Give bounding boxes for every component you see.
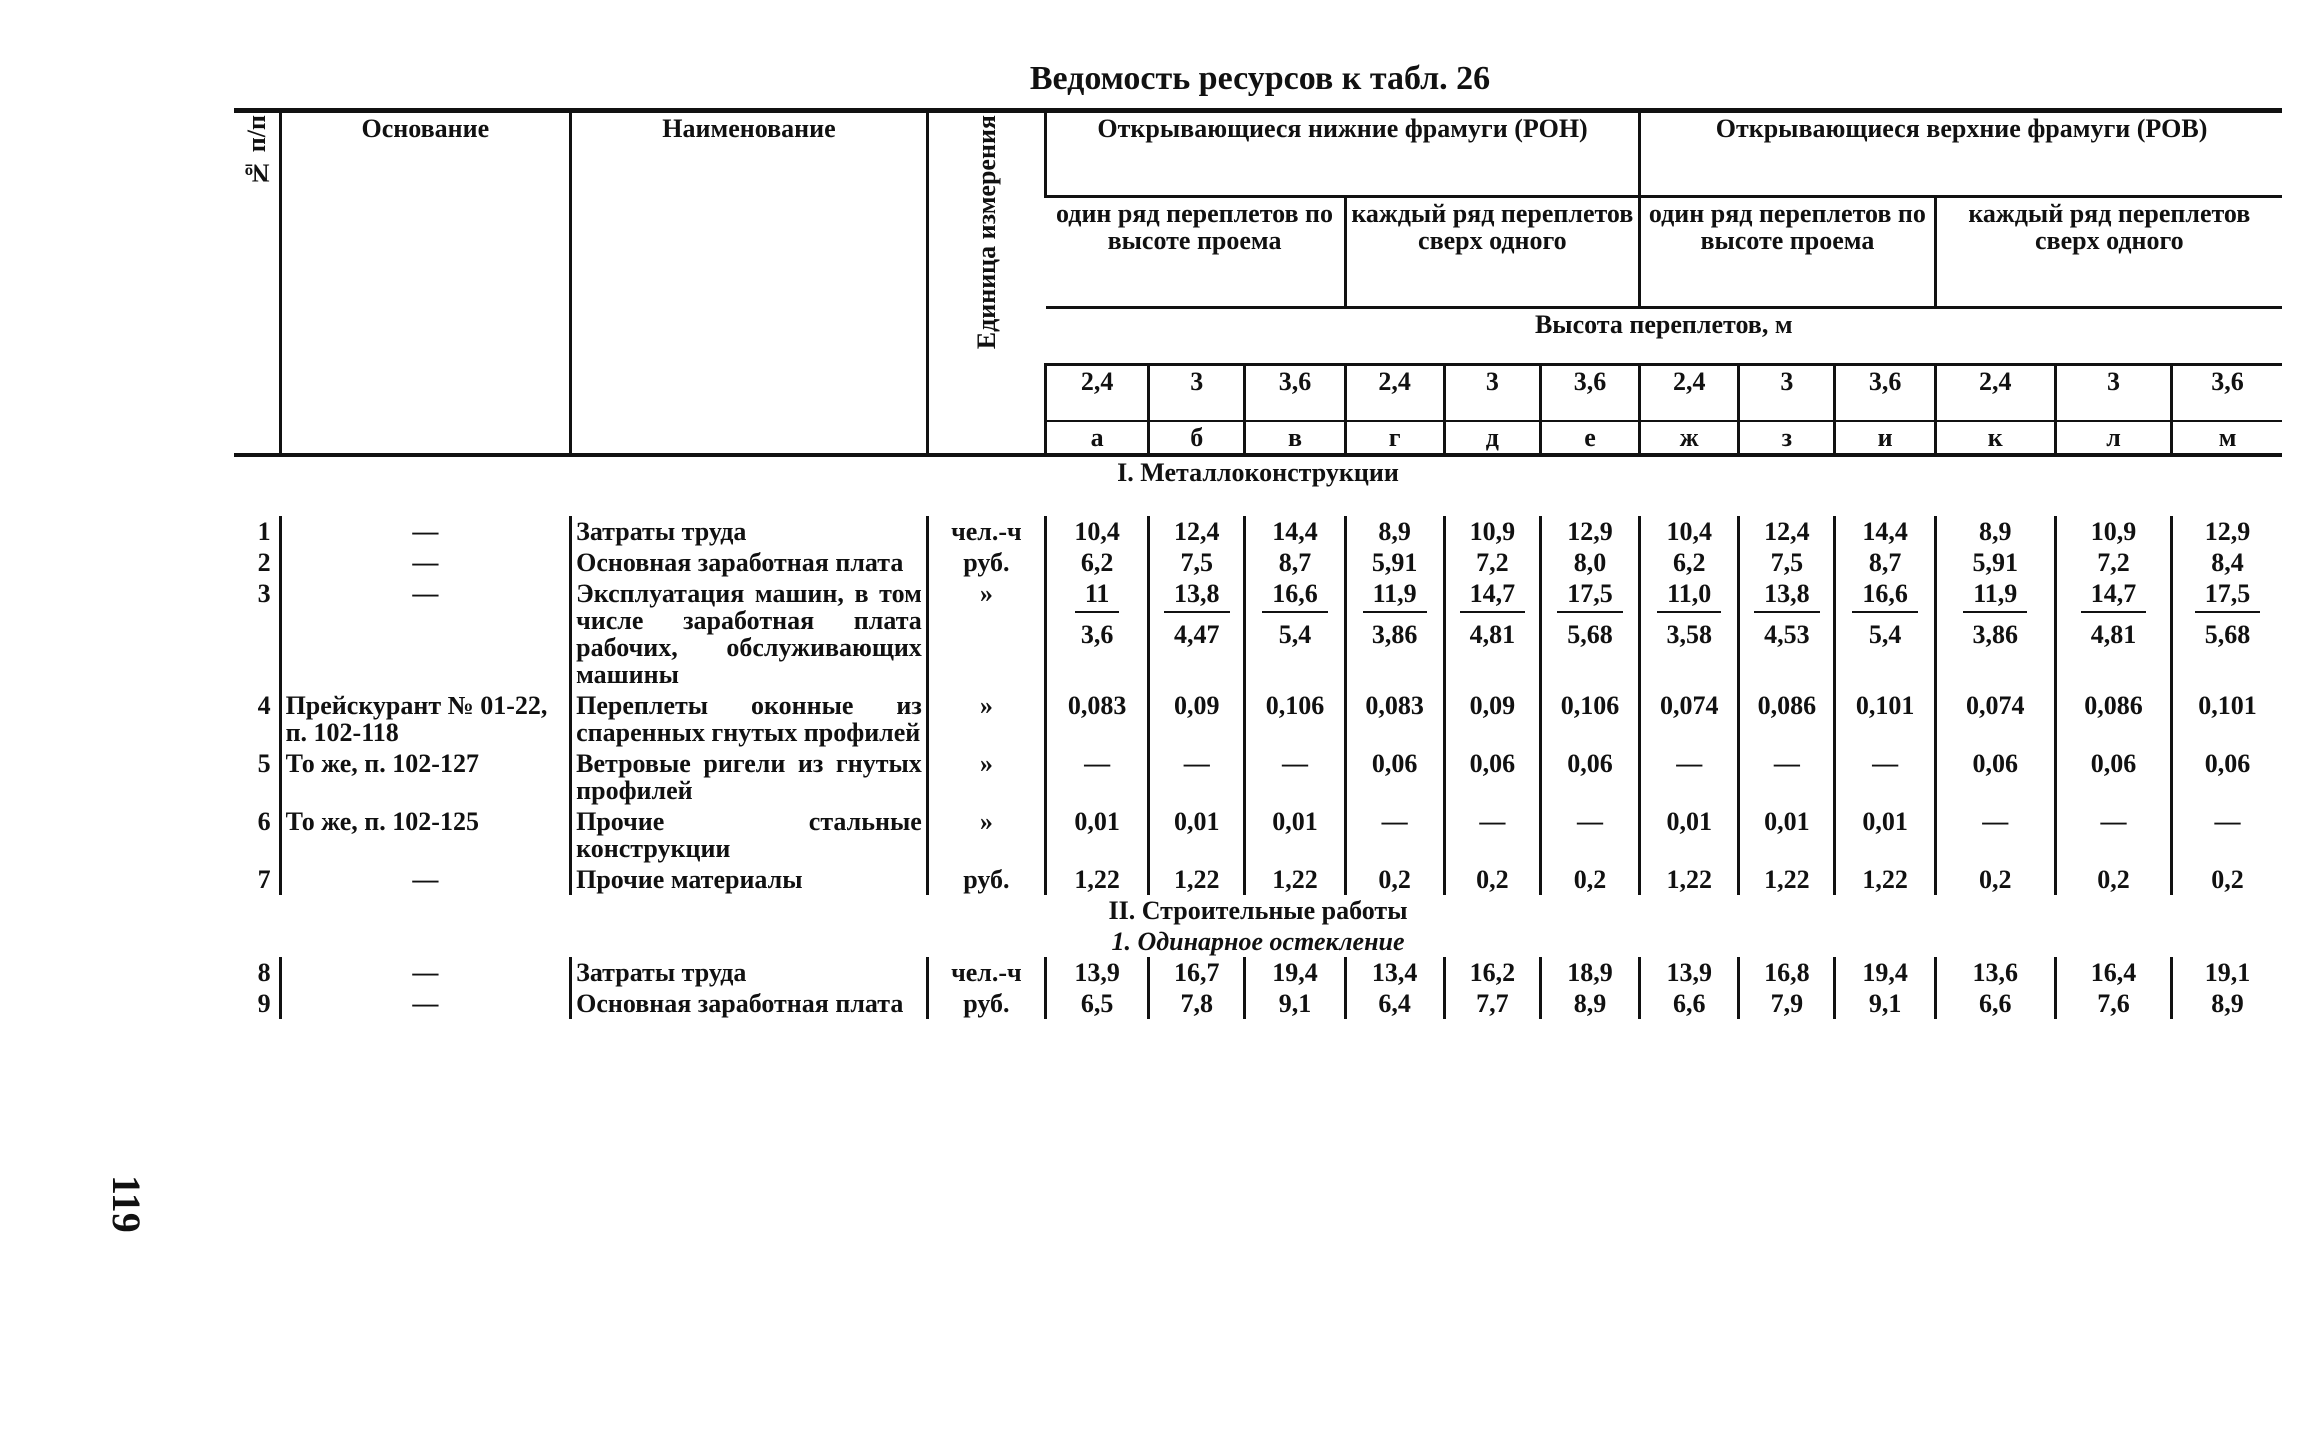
value-cell: 19,4 xyxy=(1835,957,1935,988)
fraction-value xyxy=(1075,580,1120,648)
row-basis: — xyxy=(280,516,571,547)
value-cell: — xyxy=(1245,748,1345,806)
value-cell: — xyxy=(1444,806,1540,864)
value-cell: 10,9 xyxy=(2055,516,2171,547)
value-cell: 0,06 xyxy=(2055,748,2171,806)
value-cell: 0,09 xyxy=(1149,690,1245,748)
value-cell: 0,01 xyxy=(1245,806,1345,864)
value-cell: 16,7 xyxy=(1149,957,1245,988)
fraction-value xyxy=(1657,580,1721,648)
numerator: 14,7 xyxy=(2081,580,2147,613)
col-num-header: № п/п xyxy=(234,111,280,456)
row-unit: чел.-ч xyxy=(927,957,1045,988)
numerator: 17,5 xyxy=(1557,580,1623,613)
table-row xyxy=(234,516,2282,547)
value-cell: 12,4 xyxy=(1149,516,1245,547)
value-cell: 6,6 xyxy=(1640,988,1739,1019)
value-cell: 1,22 xyxy=(1149,864,1245,895)
value-cell: 0,101 xyxy=(1835,690,1935,748)
row-number: 2 xyxy=(257,548,271,577)
value-cell: — xyxy=(1345,806,1444,864)
value-cell: 1,22 xyxy=(1739,864,1835,895)
row-basis: — xyxy=(280,957,571,988)
section-header: I. Металлоконструкции xyxy=(234,455,2282,516)
value-cell: 1,22 xyxy=(1245,864,1345,895)
value-cell: 6,4 xyxy=(1345,988,1444,1019)
value-cell: — xyxy=(2055,806,2171,864)
value-cell: 13,6 xyxy=(1935,957,2055,988)
row-unit: » xyxy=(927,690,1045,748)
value-cell xyxy=(1540,578,1639,690)
numerator: 17,5 xyxy=(2195,580,2261,613)
value-cell: — xyxy=(1835,748,1935,806)
value-cell: 6,5 xyxy=(1046,988,1149,1019)
value-cell: 8,4 xyxy=(2172,547,2282,578)
value-cell: 16,4 xyxy=(2055,957,2171,988)
value-cell: 12,9 xyxy=(2172,516,2282,547)
row-number: 6 xyxy=(257,807,271,836)
row-basis: — xyxy=(280,547,571,578)
value-cell: 0,06 xyxy=(1935,748,2055,806)
value-cell: 5,91 xyxy=(1935,547,2055,578)
numerator: 11,9 xyxy=(1963,580,2027,613)
value-cell xyxy=(1149,578,1245,690)
row-unit: руб. xyxy=(927,547,1045,578)
value-cell: 14,4 xyxy=(1835,516,1935,547)
group-upper-header: Открывающиеся верхние фрамуги (РОВ) xyxy=(1640,111,2282,197)
row-number: 9 xyxy=(257,989,271,1018)
value-cell: — xyxy=(1046,748,1149,806)
value-cell: 1,22 xyxy=(1835,864,1935,895)
row-name: Ветровые ригели из гнутых профилей xyxy=(571,748,928,806)
height-cell: 3 xyxy=(1739,365,1835,422)
row-basis: Прейскурант № 01-22, п. 102-118 xyxy=(280,690,571,748)
value-cell: 5,91 xyxy=(1345,547,1444,578)
denominator: 5,4 xyxy=(1868,620,1902,649)
row-basis: — xyxy=(280,578,571,690)
value-cell: 7,9 xyxy=(1739,988,1835,1019)
value-cell: 0,074 xyxy=(1935,690,2055,748)
value-cell: 0,2 xyxy=(1444,864,1540,895)
value-cell: 18,9 xyxy=(1540,957,1639,988)
row-name: Эксплуатация машин, в том числе заработная плата рабочих, обслуживающих машины xyxy=(571,578,928,690)
denominator: 5,4 xyxy=(1278,620,1312,649)
numerator: 14,7 xyxy=(1460,580,1526,613)
table-row xyxy=(234,748,2282,806)
value-cell xyxy=(1739,578,1835,690)
row-number: 3 xyxy=(257,579,271,608)
letter-cell: л xyxy=(2055,421,2171,455)
col-unit-header: Единица измерения xyxy=(927,111,1045,456)
height-cell: 3,6 xyxy=(1835,365,1935,422)
value-cell xyxy=(1245,578,1345,690)
table-row xyxy=(234,988,2282,1019)
row-basis: — xyxy=(280,864,571,895)
letter-cell: б xyxy=(1149,421,1245,455)
value-cell: 6,2 xyxy=(1640,547,1739,578)
height-cell: 2,4 xyxy=(1640,365,1739,422)
value-cell: 0,01 xyxy=(1739,806,1835,864)
value-cell: 13,9 xyxy=(1640,957,1739,988)
row-name: Прочие материалы xyxy=(571,864,928,895)
value-cell: 0,01 xyxy=(1046,806,1149,864)
value-cell: 0,086 xyxy=(2055,690,2171,748)
sub-each-lower: каждый ряд переплетов сверх одного xyxy=(1345,197,1640,308)
value-cell: 12,9 xyxy=(1540,516,1639,547)
height-cell: 3 xyxy=(1444,365,1540,422)
letter-cell: и xyxy=(1835,421,1935,455)
value-cell: 7,8 xyxy=(1149,988,1245,1019)
value-cell: 8,9 xyxy=(1345,516,1444,547)
letter-cell: в xyxy=(1245,421,1345,455)
row-unit: чел.-ч xyxy=(927,516,1045,547)
denominator: 3,58 xyxy=(1666,620,1712,649)
sub-one-upper: один ряд переплетов по высоте проема xyxy=(1640,197,1936,308)
value-cell: 10,4 xyxy=(1046,516,1149,547)
sub-each-upper: каждый ряд переплетов сверх одного xyxy=(1935,197,2282,308)
value-cell: — xyxy=(1739,748,1835,806)
numerator: 13,8 xyxy=(1164,580,1230,613)
numerator: 11,9 xyxy=(1363,580,1427,613)
row-name: Основная заработная плата xyxy=(571,988,928,1019)
value-cell: 7,2 xyxy=(1444,547,1540,578)
table-row xyxy=(234,578,2282,690)
row-basis: То же, п. 102-125 xyxy=(280,806,571,864)
table-row xyxy=(234,864,2282,895)
value-cell: 0,01 xyxy=(1835,806,1935,864)
fraction-value xyxy=(1852,580,1918,648)
letter-cell: м xyxy=(2172,421,2282,455)
row-name: Прочие стальные конструкции xyxy=(571,806,928,864)
row-number: 7 xyxy=(257,865,271,894)
row-number: 5 xyxy=(257,749,271,778)
value-cell: 0,2 xyxy=(1540,864,1639,895)
value-cell: — xyxy=(1935,806,2055,864)
value-cell xyxy=(1935,578,2055,690)
value-cell: 0,09 xyxy=(1444,690,1540,748)
letter-cell: г xyxy=(1345,421,1444,455)
table-row xyxy=(234,547,2282,578)
row-number: 8 xyxy=(257,958,271,987)
fraction-value xyxy=(2081,580,2147,648)
row-basis: То же, п. 102-127 xyxy=(280,748,571,806)
value-cell: 0,01 xyxy=(1640,806,1739,864)
value-cell: 0,01 xyxy=(1149,806,1245,864)
numerator: 11 xyxy=(1075,580,1120,613)
value-cell: 0,06 xyxy=(2172,748,2282,806)
value-cell: 0,083 xyxy=(1345,690,1444,748)
fraction-value xyxy=(1754,580,1820,648)
height-cell: 3,6 xyxy=(1540,365,1639,422)
row-unit: » xyxy=(927,748,1045,806)
value-cell: 19,4 xyxy=(1245,957,1345,988)
row-unit: » xyxy=(927,806,1045,864)
value-cell: 0,06 xyxy=(1444,748,1540,806)
fraction-value xyxy=(1164,580,1230,648)
section-header: II. Строительные работы xyxy=(1108,896,1408,925)
table-row xyxy=(234,806,2282,864)
col-basis-header: Основание xyxy=(280,111,571,456)
value-cell: 0,086 xyxy=(1739,690,1835,748)
denominator: 4,81 xyxy=(2090,620,2137,649)
value-cell: 16,2 xyxy=(1444,957,1540,988)
numerator: 13,8 xyxy=(1754,580,1820,613)
value-cell: 7,2 xyxy=(2055,547,2171,578)
row-number: 1 xyxy=(257,517,271,546)
denominator: 4,53 xyxy=(1764,620,1810,649)
row-name: Затраты труда xyxy=(571,957,928,988)
value-cell: 0,2 xyxy=(2172,864,2282,895)
letter-cell: з xyxy=(1739,421,1835,455)
value-cell: 14,4 xyxy=(1245,516,1345,547)
subsection-header: 1. Одинарное остекление xyxy=(1111,927,1405,956)
value-cell: 6,6 xyxy=(1935,988,2055,1019)
value-cell xyxy=(1046,578,1149,690)
table-row xyxy=(234,957,2282,988)
denominator: 4,47 xyxy=(1174,620,1220,649)
row-unit: » xyxy=(927,578,1045,690)
height-cell: 3 xyxy=(2055,365,2171,422)
group-lower-header: Открывающиеся нижние фрамуги (РОН) xyxy=(1046,111,1640,197)
numerator: 16,6 xyxy=(1852,580,1918,613)
value-cell: — xyxy=(1149,748,1245,806)
value-cell: — xyxy=(1640,748,1739,806)
value-cell: 1,22 xyxy=(1046,864,1149,895)
value-cell: 0,2 xyxy=(1935,864,2055,895)
value-cell: 8,9 xyxy=(2172,988,2282,1019)
value-cell: 7,5 xyxy=(1149,547,1245,578)
fraction-value xyxy=(1262,580,1328,648)
denominator: 3,86 xyxy=(1972,620,2019,649)
height-cell: 2,4 xyxy=(1935,365,2055,422)
value-cell: 16,8 xyxy=(1739,957,1835,988)
row-name: Затраты труда xyxy=(571,516,928,547)
value-cell xyxy=(1640,578,1739,690)
denominator: 5,68 xyxy=(2204,620,2251,649)
value-cell: 0,106 xyxy=(1245,690,1345,748)
fraction-value xyxy=(1557,580,1623,648)
value-cell: 12,4 xyxy=(1739,516,1835,547)
row-number: 4 xyxy=(257,691,271,720)
value-cell: 0,083 xyxy=(1046,690,1149,748)
value-cell: 0,06 xyxy=(1540,748,1639,806)
value-cell: 0,06 xyxy=(1345,748,1444,806)
denominator: 3,6 xyxy=(1080,620,1114,649)
letter-cell: а xyxy=(1046,421,1149,455)
row-name: Основная заработная плата xyxy=(571,547,928,578)
row-unit: руб. xyxy=(927,988,1045,1019)
height-cell: 3,6 xyxy=(2172,365,2282,422)
letter-cell: к xyxy=(1935,421,2055,455)
row-unit: руб. xyxy=(927,864,1045,895)
height-cell: 3 xyxy=(1149,365,1245,422)
value-cell: 8,7 xyxy=(1245,547,1345,578)
value-cell xyxy=(1835,578,1935,690)
value-cell: 7,6 xyxy=(2055,988,2171,1019)
table-row xyxy=(234,690,2282,748)
denominator: 5,68 xyxy=(1567,620,1613,649)
value-cell: 6,2 xyxy=(1046,547,1149,578)
value-cell: 13,9 xyxy=(1046,957,1149,988)
fraction-value xyxy=(1963,580,2027,648)
header-row-1 xyxy=(234,111,2282,197)
value-cell: 0,106 xyxy=(1540,690,1639,748)
document-title: Ведомость ресурсов к табл. 26 xyxy=(1029,60,1491,97)
value-cell xyxy=(2055,578,2171,690)
value-cell xyxy=(1345,578,1444,690)
value-cell: 19,1 xyxy=(2172,957,2282,988)
value-cell: 8,0 xyxy=(1540,547,1639,578)
value-cell: 1,22 xyxy=(1640,864,1739,895)
fraction-value xyxy=(2195,580,2261,648)
height-cell: 3,6 xyxy=(1245,365,1345,422)
col-name-header: Наименование xyxy=(571,111,928,456)
value-cell xyxy=(2172,578,2282,690)
value-cell: — xyxy=(1540,806,1639,864)
sub-one-lower: один ряд переплетов по высоте проема xyxy=(1056,199,1334,255)
value-cell: 13,4 xyxy=(1345,957,1444,988)
value-cell: 0,2 xyxy=(1345,864,1444,895)
row-basis: — xyxy=(280,988,571,1019)
height-label: Высота переплетов, м xyxy=(1046,308,2282,365)
resource-table xyxy=(234,108,2282,1019)
numerator: 11,0 xyxy=(1657,580,1721,613)
value-cell: 8,7 xyxy=(1835,547,1935,578)
value-cell: 0,101 xyxy=(2172,690,2282,748)
numerator: 16,6 xyxy=(1262,580,1328,613)
denominator: 4,81 xyxy=(1469,620,1516,649)
letter-cell: ж xyxy=(1640,421,1739,455)
height-cell: 2,4 xyxy=(1046,365,1149,422)
value-cell: 10,4 xyxy=(1640,516,1739,547)
value-cell: 0,074 xyxy=(1640,690,1739,748)
value-cell: 0,2 xyxy=(2055,864,2171,895)
value-cell: 8,9 xyxy=(1935,516,2055,547)
value-cell: 9,1 xyxy=(1245,988,1345,1019)
value-cell: 8,9 xyxy=(1540,988,1639,1019)
fraction-value xyxy=(1460,580,1526,648)
letter-cell: е xyxy=(1540,421,1639,455)
value-cell: 9,1 xyxy=(1835,988,1935,1019)
height-cell: 2,4 xyxy=(1345,365,1444,422)
value-cell xyxy=(1444,578,1540,690)
letter-cell: д xyxy=(1444,421,1540,455)
denominator: 3,86 xyxy=(1371,620,1418,649)
value-cell: 7,5 xyxy=(1739,547,1835,578)
fraction-value xyxy=(1363,580,1427,648)
value-cell: 10,9 xyxy=(1444,516,1540,547)
page-number: 119 xyxy=(104,1175,149,1233)
value-cell: 7,7 xyxy=(1444,988,1540,1019)
value-cell: — xyxy=(2172,806,2282,864)
row-name: Переплеты оконные из спаренных гнутых профилей xyxy=(571,690,928,748)
